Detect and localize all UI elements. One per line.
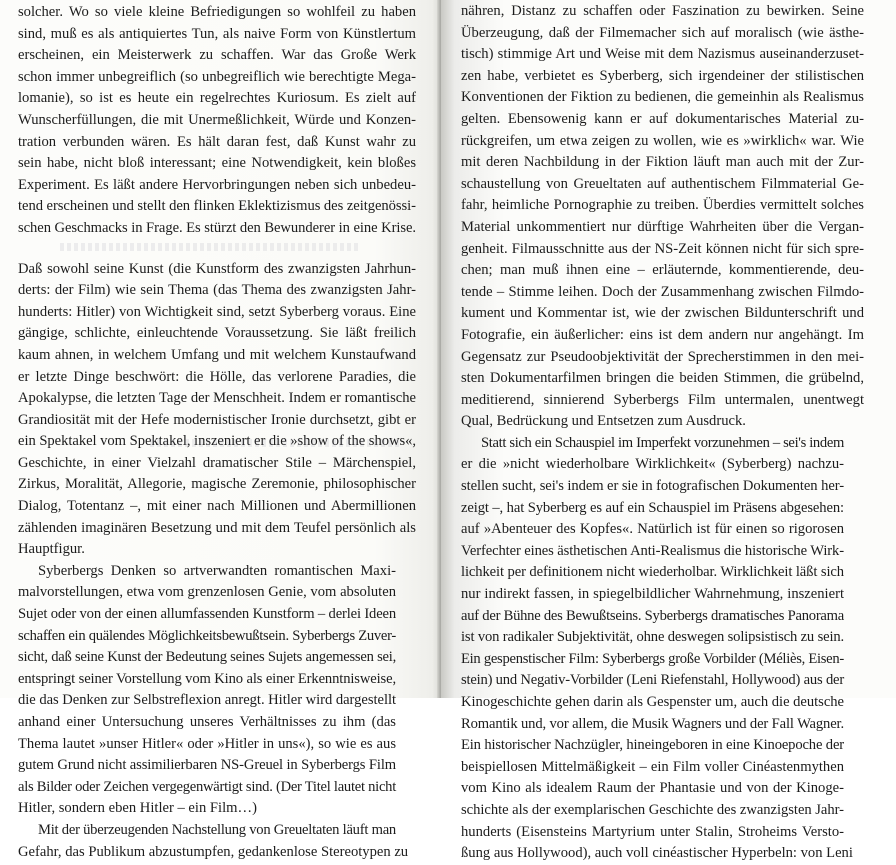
text-line: Romantik und, vor allem, die Musik Wagners und der Fall Wagner.	[461, 715, 844, 732]
text-line: Zirkus, Moralität, Allegorie, magische Zeremonie, philosophischer	[18, 476, 416, 493]
text-line: Syberbergs Denken so artverwandten romantischen Maxi-	[38, 562, 396, 579]
text-line: er die »nicht wiederholbare Wirklichkeit« (Syberberg) nachzu-	[461, 456, 844, 473]
text-line: Dialog, Totentanz –, mit einer nach Millionen und Abermillionen	[18, 498, 416, 515]
text-line: Geschichte, in einer Vielzahl dramatischer Stile – Märchenspiel,	[18, 454, 416, 471]
text-line: tend erscheinen und stellt den flinken Eklektizismus des zeitgenössi-	[18, 198, 416, 215]
text-line: Hitler, sondern eben Hitler – ein Film…)	[18, 800, 257, 817]
text-line: malvorstellungen, etwa vom grenzenlosen Genie, vom absoluten	[18, 584, 396, 601]
text-line: fahr, heimliche Pornographie zu treiben. Überdies vermittelt solches	[461, 197, 864, 214]
text-line: Qual, Bedrückung und Entsetzen zum Ausdruck.	[461, 413, 746, 430]
text-line: lomanie), so ist es heute ein regelrechtes Kuriosum. Es zielt auf	[18, 90, 416, 107]
text-line: anhand einer Untersuchung unseres Verhältnisses zu ihm (das	[18, 714, 396, 730]
text-line: sicht, daß seine Kunst der Bedeutung seines Sujets angemessen sei,	[18, 649, 397, 666]
paragraph	[18, 2, 416, 240]
text-line: auf »Abenteuer des Kopfes«. Natürlich ist für einen so rigorosen	[461, 521, 844, 538]
text-line: Thema lautet »unser Hitler« oder »Hitler in uns«), so wie es aus	[18, 735, 396, 752]
show-through-line	[60, 243, 360, 251]
text-line: Apokalypse, die letzten Tage der Menschheit. Indem er romantische	[18, 390, 416, 407]
text-line: gutem Grund nicht assimilierbaren NS-Greuel in Syberbergs Film	[18, 757, 396, 774]
text-line: Ein historischer Nachzügler, hineingeboren in eine Kinoepoche der	[461, 737, 844, 754]
text-line: Hauptfigur.	[18, 541, 85, 558]
right-text-column	[461, 1, 864, 865]
text-line: Verfechter eines ästhetischen Anti-Realismus die historische Wirk-	[461, 542, 844, 559]
left-page	[0, 0, 441, 860]
paragraph	[18, 259, 416, 561]
text-line: sten Dokumentarfilmen bringen die beiden Stimmen, die grübelnd,	[461, 370, 864, 387]
text-line: sein habe, nicht bloß interessant; eine Notwendigkeit, kein bloßes	[18, 155, 416, 172]
text-line: Wunscherfüllungen, die mit Unermeßlichkeit, Würde und Konzen-	[18, 111, 416, 128]
text-line: nähren, Distanz zu schaffen oder Faszination zu bewirken. Seine	[461, 3, 864, 19]
text-line: Fotografie, ein äußerlicher: eins ist dem andern nur angehängt. Im	[461, 326, 864, 343]
text-line: Mit der überzeugenden Nachstellung von Greueltaten läuft man	[38, 821, 396, 838]
text-line: sind, muß es als antiquiertes Tun, als naive Form von Künstlertum	[18, 25, 416, 42]
text-line: die das Denken zur Selbstreflexion anregt. Hitler wird dargestellt	[18, 692, 396, 709]
text-line: schaustellung von Greueltaten auf authentischem Filmmaterial Ge-	[461, 175, 864, 192]
text-line: Kinogeschichte gehen darin als Gespenster um, auch die deutsche	[461, 694, 844, 710]
text-line: schen Geschmacks in Frage. Es stürzt den Bewunderer in eine Krise.	[18, 219, 416, 236]
text-line: rückgreifen, um etwa zeigen zu wollen, wie es »wirklich« war. Wie	[461, 132, 864, 149]
text-line: genheit. Filmausschnitte aus der NS-Zeit können nicht für sich spre-	[461, 240, 864, 257]
text-line: entspringt seiner Vorstellung vom Kino als einer Erkenntnisweise,	[18, 670, 396, 687]
text-line: meditierend, sinnierend Syberbergs Film untermalen, unentwegt	[461, 391, 864, 408]
text-line: Material unkommentiert nur dürftige Wahrheiten über die Vergan-	[461, 218, 864, 235]
paragraph	[18, 561, 416, 820]
left-text-column	[18, 2, 416, 863]
text-line: Überzeugung, daß der Filmemacher sich auf moralisch (wie ästhe-	[461, 24, 864, 41]
text-line: Gegensatz zur Pseudoobjektivität der Sprecherstimmen in den mei-	[461, 348, 864, 365]
text-line: gelten. Ebensowenig kann er auf dokumentarisches Material zu-	[461, 110, 864, 127]
text-line: Konventionen der Fiktion zu bedienen, die gemeinhin als Realismus	[461, 89, 864, 106]
text-line: tende – Stimme leihen. Doch der Zusammenhang zwischen Filmdo-	[461, 283, 864, 300]
text-line: schichte als der exemplarischen Geschichte des zwanzigsten Jahr-	[461, 801, 844, 818]
text-line: nur indirekt fassen, in spiegelbildlicher Wahrnehmung, inszeniert	[461, 586, 844, 603]
text-line: mit deren Nachbildung in der Fiktion läuft man auch mit der Zur-	[461, 154, 864, 171]
text-line: zeigt –, hat Syberberg es auf ein Schauspiel im Präsens abgesehen:	[461, 499, 844, 516]
text-line: hunderts (Eisensteins Martyrium unter Stalin, Stroheims Versto-	[461, 823, 844, 840]
text-line: stein) und Negativ-Vorbilder (Leni Riefenstahl, Hollywood) aus der	[461, 672, 844, 689]
text-line: Sujet oder von der einen allumfassenden Kunstform – derlei Ideen	[18, 606, 396, 623]
text-line: hunderts: Hitler) von Wichtigkeit sind, setzt Syberberg voraus. Eine	[18, 303, 416, 320]
text-line: vom Kino als idealem Raum der Phantasie und von der Kinoge-	[461, 780, 844, 797]
text-line: Experiment. Es läßt andere Hervorbringungen neben sich unbedeu-	[18, 176, 416, 193]
text-line: ßung aus Hollywood), auch voll cinéastischer Hyperbeln: von Leni	[461, 845, 853, 862]
text-line: Grandiosität mit der Hefe modernistischer Ironie durchsetzt, gibt er	[18, 411, 416, 428]
text-line: Gefahr, das Publikum abzustumpfen, gedankenlose Stereotypen zu	[18, 843, 409, 860]
text-line: stellen sucht, sei's indem er sie in fotografischen Dokumenten her-	[461, 478, 844, 495]
text-line: kument und Kommentar ist, wie der zwischen Bildunterschrift und	[461, 305, 864, 322]
text-line: schaffen ein quälendes Möglichkeitsbewußtsein. Syberbergs Zuver-	[18, 627, 396, 644]
text-line: solcher. Wo so viele kleine Befriedigungen so wohlfeil zu haben	[18, 4, 416, 20]
text-line: erscheinen, ein Meisterwerk zu schaffen. War das Große Werk	[18, 47, 416, 64]
text-line: zählenden imaginären Besetzung und mit dem Teufel persönlich als	[18, 519, 416, 536]
text-line: Statt sich ein Schauspiel im Imperfekt vorzunehmen – sei's indem	[481, 434, 844, 451]
paragraph	[461, 1, 864, 433]
paragraph	[18, 820, 416, 863]
text-line: gängige, schlichte, einleuchtende Voraussetzung. Sie läßt freilich	[18, 325, 416, 342]
text-line: Daß sowohl seine Kunst (die Kunstform des zwanzigsten Jahrhun-	[18, 260, 416, 277]
text-line: tisch) stimmige Art und Weise mit dem Nazismus auseinanderzuset-	[461, 46, 864, 63]
text-line: chen; man muß ihnen eine – erläuternde, kommentierende, deu-	[461, 262, 864, 279]
text-line: ist von radikaler Subjektivität, ohne deswegen solipsistisch zu sein.	[461, 629, 844, 646]
text-line: schon immer unbegreiflich (so unbegreiflich wie berechtigte Mega-	[18, 68, 416, 85]
text-line: beispiellosen Mittelmäßigkeit – ein Film voller Cinéastenmythen	[461, 758, 844, 775]
paragraph	[461, 433, 864, 865]
show-through-line	[150, 439, 400, 447]
text-line: ein Spektakel vom Spektakel, inszeniert er die »show of the shows«,	[18, 433, 416, 450]
text-line: zen habe, verbietet es Syberberg, sich irgendeiner der stilistischen	[461, 67, 864, 84]
text-line: kaum ahnen, in welchem Umfang und mit welchem Kunstaufwand	[18, 346, 416, 363]
text-line: als Bilder oder Zeichen vergegenwärtigt sind. (Der Titel lautet nicht	[18, 778, 396, 795]
text-line: er letzte Dinge beschwört: die Hölle, das verlorene Paradies, die	[18, 368, 416, 385]
right-page	[441, 0, 896, 862]
text-line: Ein gespenstischer Film: Syberbergs große Vorbilder (Méliès, Eisen-	[461, 650, 844, 667]
text-line: auf der Bühne des Bewußtseins. Syberbergs dramatisches Panorama	[461, 607, 844, 624]
text-line: tration verbunden wären. Es hält daran fest, daß Kunst wahr zu	[18, 133, 416, 150]
text-line: lichkeit per definitionem nicht wiederholbar. Wirklichkeit läßt sich	[461, 564, 844, 581]
text-line: derts: der Film) wie sein Thema (das Thema des zwanzigsten Jahr-	[18, 282, 416, 299]
